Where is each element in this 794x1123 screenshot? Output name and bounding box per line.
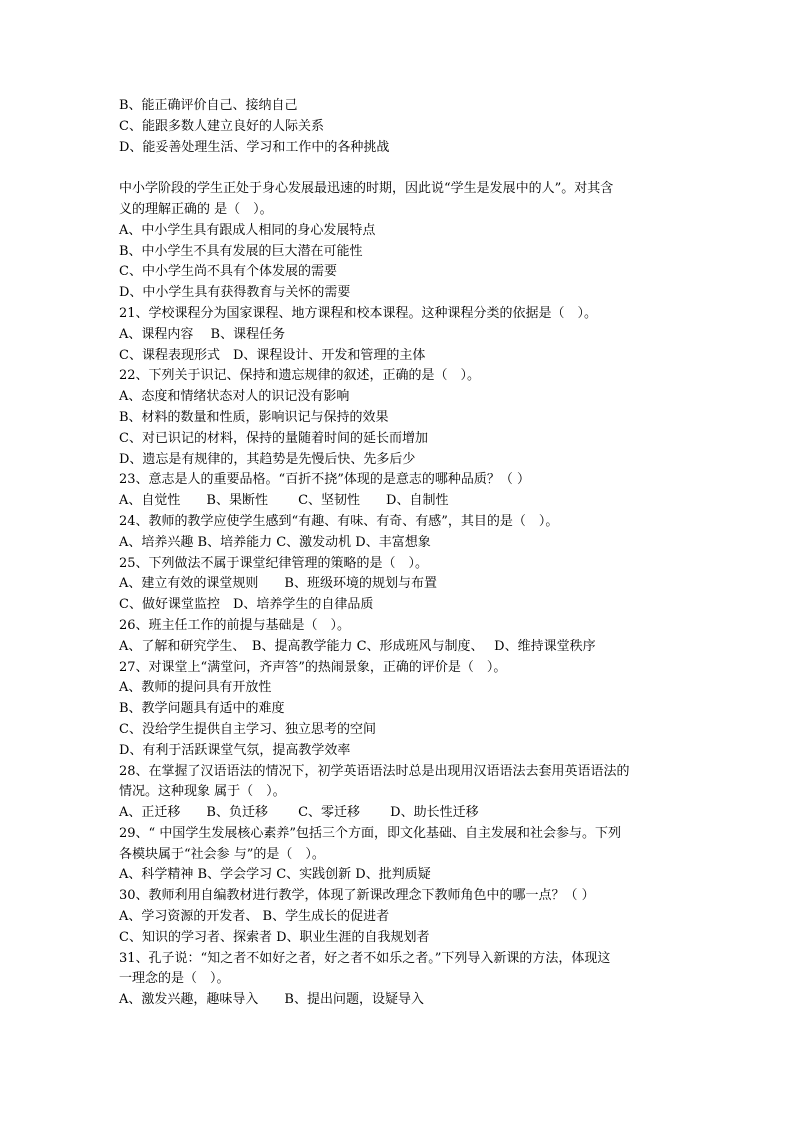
option-line: D、中小学生具有获得教育与关怀的需要 <box>119 285 351 301</box>
question-line: 26、班主任工作的前提与基础是（ ）。 <box>119 617 351 633</box>
question-line: 22、下列关于识记、保持和遗忘规律的叙述，正确的是（ ）。 <box>119 368 481 384</box>
option-line: C、对已识记的材料，保持的量随着时间的延长而增加 <box>119 430 428 446</box>
question-line: 各模块属于“社会参 与”的是（ ）。 <box>119 846 325 862</box>
question-line: 25、下列做法不属于课堂纪律管理的策略的是（ ）。 <box>119 555 429 571</box>
option-line: A、自觉性 B、果断性 C、坚韧性 D、自制性 <box>119 493 449 509</box>
question-line: 31、孔子说：“知之者不如好之者，好之者不如乐之者。”下列导入新课的方法，体现这 <box>119 950 611 966</box>
option-line: B、教学问题具有适中的难度 <box>119 701 285 717</box>
option-line: D、遗忘是有规律的，其趋势是先慢后快、先多后少 <box>119 451 416 467</box>
option-line: A、态度和情绪状态对人的识记没有影响 <box>119 389 350 405</box>
document-body <box>119 96 679 1011</box>
option-line: A、建立有效的课堂规则 B、班级环境的规划与布置 <box>119 576 437 592</box>
blank-line <box>119 158 679 179</box>
option-line: C、做好课堂监控 D、培养学生的自律品质 <box>119 597 374 613</box>
option-line: D、有利于活跃课堂气氛，提高教学效率 <box>119 742 351 758</box>
option-line: C、课程表现形式 D、课程设计、开发和管理的主体 <box>119 347 426 363</box>
option-line: A、正迁移 B、负迁移 C、零迁移 D、助长性迁移 <box>119 805 479 821</box>
question-line: 23、意志是人的重要品格。“百折不挠”体现的是意志的哪种品质？（ ） <box>119 472 530 488</box>
question-line: 30、教师利用自编教材进行教学，体现了新课改理念下教师角色中的哪一点？（ ） <box>119 888 595 904</box>
option-line: B、中小学生不具有发展的巨大潜在可能性 <box>119 243 363 259</box>
option-line: A、中小学生具有跟成人相同的身心发展特点 <box>119 222 376 238</box>
option-line: C、知识的学习者、探索者 D、职业生涯的自我规划者 <box>119 929 430 945</box>
question-line: 29、“ 中国学生发展核心素养”包括三个方面，即文化基础、自主发展和社会参与。下列 <box>119 825 621 841</box>
question-line: 中小学阶段的学生正处于身心发展最迅速的时期，因此说“学生是发展中的人”。对其含 <box>119 181 614 197</box>
option-line: A、了解和研究学生、 B、提高教学能力 C、形成班风与制度、 D、维持课堂秩序 <box>119 638 596 654</box>
option-line: A、激发兴趣，趣味导入 B、提出问题，设疑导入 <box>119 992 424 1008</box>
option-line: A、培养兴趣 B、培养能力 C、激发动机 D、丰富想象 <box>119 534 431 550</box>
option-line: C、能跟多数人建立良好的人际关系 <box>119 118 324 134</box>
option-line: B、能正确评价自己、接纳自己 <box>119 98 298 113</box>
question-line: 义的理解正确的 是（ ）。 <box>119 201 273 217</box>
option-line: A、学习资源的开发者、 B、学生成长的促进者 <box>119 909 390 925</box>
option-line: C、中小学生尚不具有个体发展的需要 <box>119 264 337 280</box>
question-line: 24、教师的教学应使学生感到“有趣、有味、有奇、有感”，其目的是（ ）。 <box>119 513 559 529</box>
question-line: 一理念的是（ ）。 <box>119 971 230 987</box>
option-line: C、没给学生提供自主学习、独立思考的空间 <box>119 721 376 737</box>
question-line: 21、学校课程分为国家课程、地方课程和校本课程。这种课程分类的依据是（ ）。 <box>119 305 598 321</box>
option-line: A、课程内容 B、课程任务 <box>119 326 286 342</box>
option-line: A、科学精神 B、学会学习 C、实践创新 D、批判质疑 <box>119 867 431 883</box>
option-line: B、材料的数量和性质，影响识记与保持的效果 <box>119 409 389 425</box>
question-line: 情况。这种现象 属于（ ）。 <box>119 784 286 800</box>
option-line: D、能妥善处理生活、学习和工作中的各种挑战 <box>119 139 390 155</box>
question-line: 28、在掌握了汉语语法的情况下，初学英语语法时总是出现用汉语语法去套用英语语法的 <box>119 763 630 779</box>
option-line: A、教师的提问具有开放性 <box>119 680 272 696</box>
question-line: 27、对课堂上“满堂问，齐声答”的热闹景象，正确的评价是（ ）。 <box>119 659 507 675</box>
